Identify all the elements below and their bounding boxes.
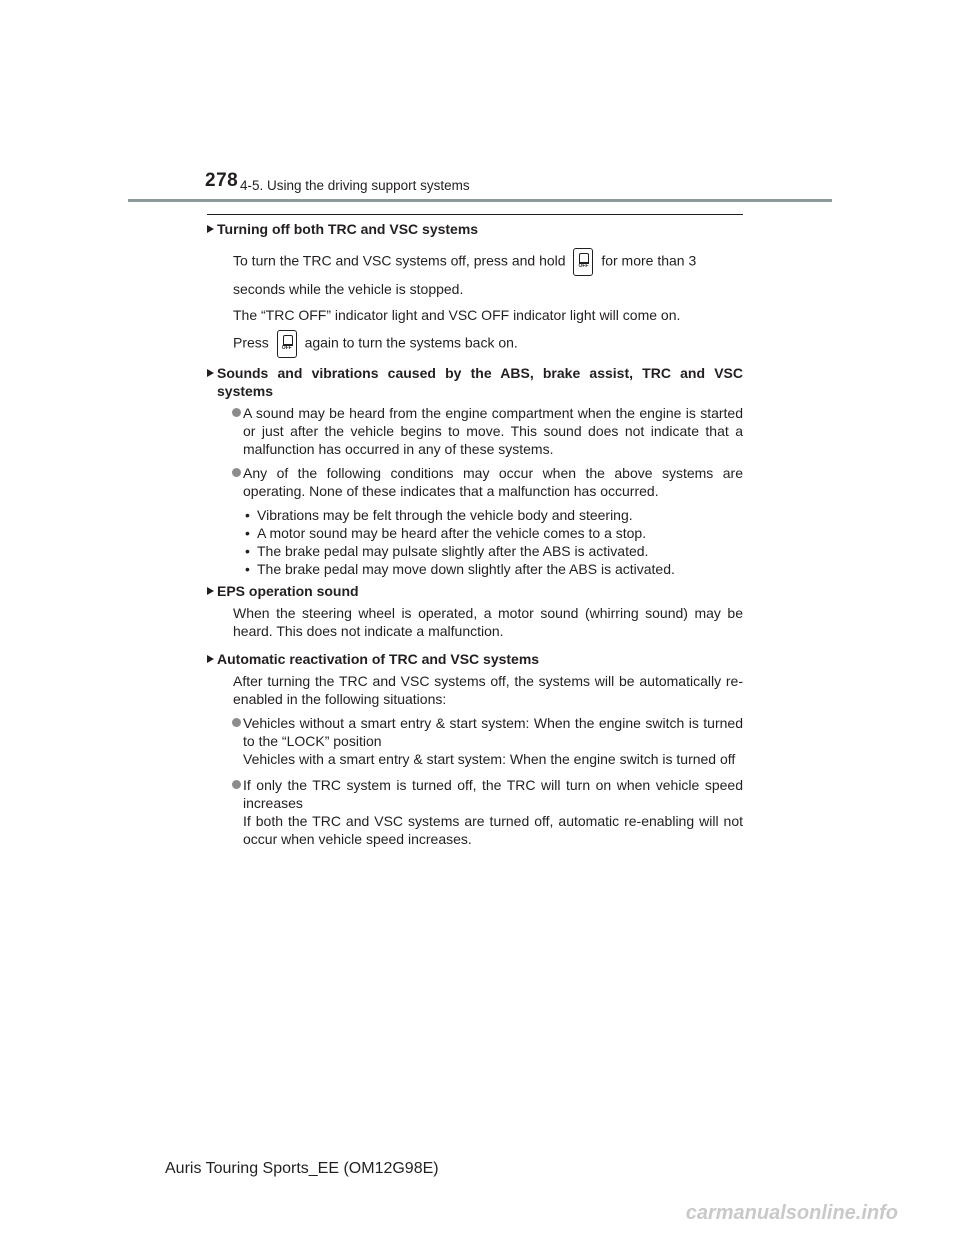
paragraph-eps: When the steering wheel is operated, a motor sound (whirring sound) may be heard. This does not indicate a malfunction. (233, 605, 743, 639)
circle-bullet-icon (232, 780, 241, 789)
sub-list-item: • The brake pedal may pulsate slightly after the ABS is activated. (245, 543, 649, 559)
square-bullet-icon (207, 225, 214, 233)
paragraph-press-and-hold: To turn the TRC and VSC systems off, press and hold OFF for more than 3 (207, 248, 743, 276)
square-bullet-icon (207, 369, 214, 377)
square-bullet-icon (207, 655, 214, 663)
vsc-off-switch-icon: OFF (573, 248, 593, 276)
square-bullet-icon (207, 587, 214, 595)
heading-automatic-reactivation: Automatic reactivation of TRC and VSC systems (207, 650, 743, 668)
heading-eps-sound: EPS operation sound (207, 582, 743, 600)
circle-bullet-icon (232, 718, 241, 727)
sub-list-item: • The brake pedal may move down slightly after the ABS is activated. (245, 561, 675, 577)
heading-sounds-vibrations: Sounds and vibrations caused by the ABS, brake assist, TRC and VSC systems (207, 364, 743, 400)
watermark: carmanualsonline.info (685, 1202, 898, 1224)
circle-bullet-icon (232, 468, 241, 477)
paragraph-press-again: Press OFF again to turn the systems back on. (207, 330, 743, 358)
paragraph-indicator-lights: The “TRC OFF” indicator light and VSC OFF indicator light will come on. (233, 307, 681, 323)
paragraph-seconds: seconds while the vehicle is stopped. (233, 281, 464, 297)
sub-list-item: • Vibrations may be felt through the vehicle body and steering. (245, 507, 633, 523)
page-number: 278 (205, 170, 239, 191)
header-rule (128, 199, 832, 202)
list-item: Any of the following conditions may occur when the above systems are operating. None of these indicates that a malfunction has occurred. (207, 464, 743, 500)
vsc-off-switch-icon: OFF (277, 330, 297, 358)
list-item: If only the TRC system is turned off, the TRC will turn on when vehicle speed increases If both the TRC and VSC systems are turned off, automatic re-enabling will not occur when vehicle speed increases. (207, 776, 743, 848)
footer-manual-id: Auris Touring Sports_EE (OM12G98E) (165, 1160, 439, 1177)
list-item: A sound may be heard from the engine compartment when the engine is started or just after the vehicle begins to move. This sound does not indicate that a malfunction has occurred in any of these systems. (207, 404, 743, 458)
page-content (207, 220, 743, 848)
sub-list-item: • A motor sound may be heard after the vehicle comes to a stop. (245, 525, 647, 541)
section-title: 4-5. Using the driving support systems (240, 178, 470, 193)
heading-turning-off: Turning off both TRC and VSC systems (207, 220, 743, 238)
paragraph-reactivation: After turning the TRC and VSC systems off, the systems will be automatically re-enabled in the following situations: (233, 673, 743, 707)
circle-bullet-icon (232, 408, 241, 417)
content-rule (207, 214, 743, 215)
list-item: Vehicles without a smart entry & start system: When the engine switch is turned to the “LOCK” position Vehicles with a smart entry & start system: When the engine switch is turned off (207, 714, 743, 768)
